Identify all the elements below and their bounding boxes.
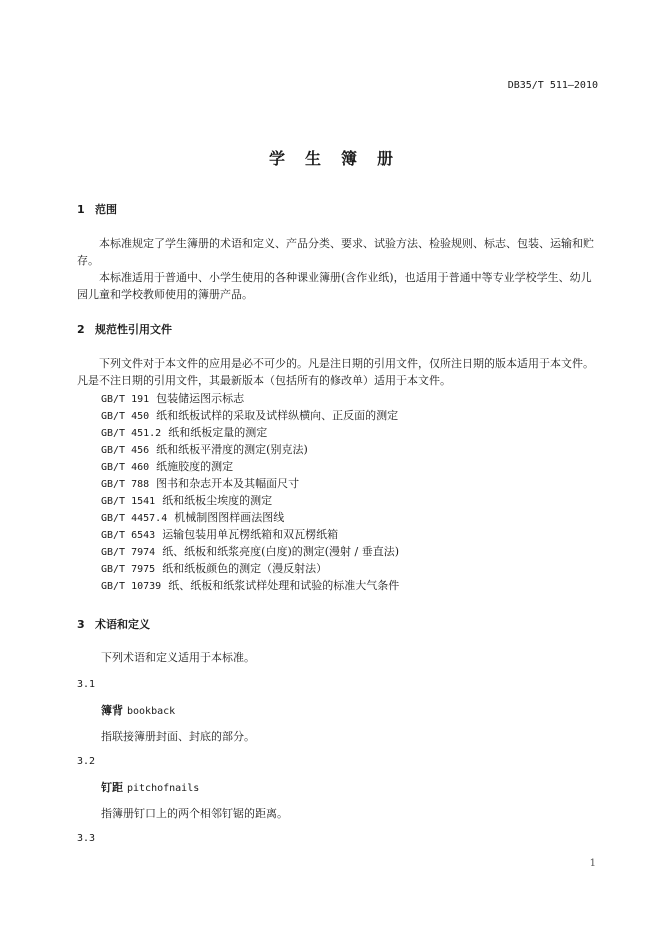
reference-item: GB/T 6543 运输包装用单瓦楞纸箱和双瓦楞纸箱	[101, 528, 339, 541]
reference-item: GB/T 7975 纸和纸板颜色的测定（漫反射法）	[101, 562, 328, 575]
section-number: 2	[77, 323, 85, 336]
section-1-paragraph-2: 本标准适用于普通中、小学生使用的各种课业簿册(含作业纸)，也适用于普通中等专业学校学生、幼儿园儿童和学校教师使用的簿册产品。	[77, 271, 592, 301]
reference-item: GB/T 10739 纸、纸板和纸浆试样处理和试验的标准大气条件	[101, 579, 400, 592]
section-number: 1	[77, 203, 85, 216]
page-title: 学生簿册	[268, 149, 413, 168]
reference-item: GB/T 191 包装储运图示标志	[101, 392, 245, 405]
reference-item: GB/T 1541 纸和纸板尘埃度的测定	[101, 494, 273, 507]
section-title: 术语和定义	[95, 618, 150, 631]
term-heading: 钉距 pitchofnails	[101, 781, 200, 794]
reference-item: GB/T 451.2 纸和纸板定量的测定	[101, 426, 268, 439]
term-definition: 指簿册钉口上的两个相邻钉锯的距离。	[101, 807, 288, 820]
reference-item: GB/T 450 纸和纸板试样的采取及试样纵横向、正反面的测定	[101, 409, 399, 422]
term-definition: 指联接簿册封面、封底的部分。	[101, 730, 255, 743]
term-heading: 簿背 bookback	[101, 704, 176, 717]
reference-item: GB/T 456 纸和纸板平滑度的测定(别克法)	[101, 443, 308, 456]
reference-item: GB/T 7974 纸、纸板和纸浆亮度(白度)的测定(漫射 / 垂直法)	[101, 545, 400, 558]
section-title: 规范性引用文件	[95, 323, 172, 336]
section-number: 3	[77, 618, 85, 631]
term-number: 3.3	[77, 833, 96, 844]
term-number: 3.1	[77, 679, 96, 690]
term-number: 3.2	[77, 756, 96, 767]
reference-item: GB/T 788 图书和杂志开本及其幅面尺寸	[101, 477, 300, 490]
section-1-heading	[77, 201, 117, 217]
section-title: 范围	[95, 203, 117, 216]
reference-item: GB/T 4457.4 机械制图图样画法图线	[101, 511, 285, 524]
reference-item: GB/T 460 纸施胶度的测定	[101, 460, 234, 473]
section-1-paragraph-1: 本标准规定了学生簿册的术语和定义、产品分类、要求、试验方法、检验规则、标志、包装、运输和贮存。	[77, 237, 594, 267]
section-3-heading	[77, 616, 150, 632]
standard-code: DB35/T 511—2010	[507, 80, 598, 91]
section-3-intro: 下列术语和定义适用于本标准。	[101, 651, 255, 664]
page-number: 1	[589, 858, 596, 869]
section-2-intro: 下列文件对于本文件的应用是必不可少的。凡是注日期的引用文件，仅所注日期的版本适用于本文件。凡是不注日期的引用文件，其最新版本（包括所有的修改单）适用于本文件。	[77, 357, 594, 387]
section-2-heading	[77, 321, 172, 337]
